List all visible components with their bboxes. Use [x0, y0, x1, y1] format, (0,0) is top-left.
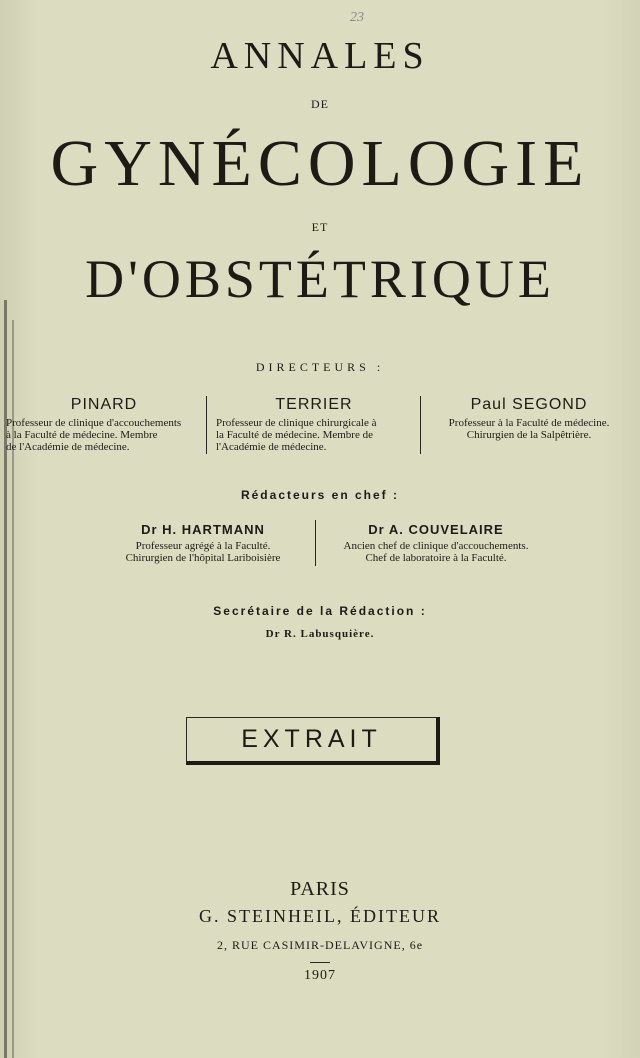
journal-title-et: ET: [311, 220, 329, 234]
extrait-label: EXTRAIT: [241, 725, 382, 753]
directeur-name: Paul SEGOND: [470, 396, 588, 413]
description-line: Chirurgien de l'hôpital Lariboisière: [125, 552, 281, 564]
redacteur-description: [324, 540, 548, 564]
journal-title-gynecologie: GYNÉCOLOGIE: [50, 127, 590, 200]
description-line: Professeur de clinique d'accouchements: [6, 417, 182, 429]
publisher-city: PARIS: [290, 878, 350, 900]
extrait-box: [186, 717, 440, 765]
description-line: Ancien chef de clinique d'accouchements.: [343, 540, 529, 552]
directeur-description: [4, 417, 204, 453]
description-line: Chirurgien de la Salpêtrière.: [466, 429, 592, 441]
secretaire-label: Secrétaire de la Rédaction :: [213, 604, 427, 618]
journal-title-annales: ANNALES: [210, 35, 430, 77]
redacteur-name: Dr H. HARTMANN: [141, 522, 265, 537]
journal-title-de: DE: [311, 97, 329, 111]
description-line: Professeur à la Faculté de médecine.: [448, 417, 610, 429]
directeur-description: [426, 417, 632, 441]
redacteur-hartmann: [100, 522, 306, 564]
column-divider: [420, 396, 421, 454]
publication-year: 1907: [304, 968, 336, 983]
description-line: la Faculté de médecine. Membre de: [216, 429, 373, 441]
redacteur-name: Dr A. COUVELAIRE: [368, 522, 504, 537]
column-divider: [206, 396, 207, 454]
directeur-pinard: [4, 396, 204, 453]
directeur-name: TERRIER: [275, 396, 353, 413]
pencil-note: 23: [350, 10, 364, 25]
redacteur-description: [100, 540, 306, 564]
redacteur-couvelaire: [324, 522, 548, 564]
divider-rule: [310, 962, 330, 963]
directeur-name: PINARD: [70, 396, 138, 413]
directeur-segond: [426, 396, 632, 441]
directeur-terrier: [212, 396, 416, 453]
description-line: Professeur de clinique chirurgicale à: [216, 417, 377, 429]
column-divider: [315, 520, 316, 566]
description-line: à la Faculté de médecine. Membre: [6, 429, 158, 441]
publisher-name: G. STEINHEIL, ÉDITEUR: [199, 906, 441, 926]
description-line: Professeur agrégé à la Faculté.: [135, 540, 271, 552]
description-line: l'Académie de médecine.: [216, 441, 327, 453]
redacteurs-label: Rédacteurs en chef :: [240, 488, 400, 502]
description-line: Chef de laboratoire à la Faculté.: [365, 552, 507, 564]
description-line: de l'Académie de médecine.: [6, 441, 130, 453]
journal-title-obstetrique: D'OBSTÉTRIQUE: [85, 249, 555, 309]
directeur-description: [212, 417, 416, 453]
secretaire-name: Dr R. Labusquière.: [265, 628, 375, 640]
directeurs-label: DIRECTEURS :: [255, 360, 385, 374]
publisher-address: 2, RUE CASIMIR-DELAVIGNE, 6e: [216, 938, 424, 952]
